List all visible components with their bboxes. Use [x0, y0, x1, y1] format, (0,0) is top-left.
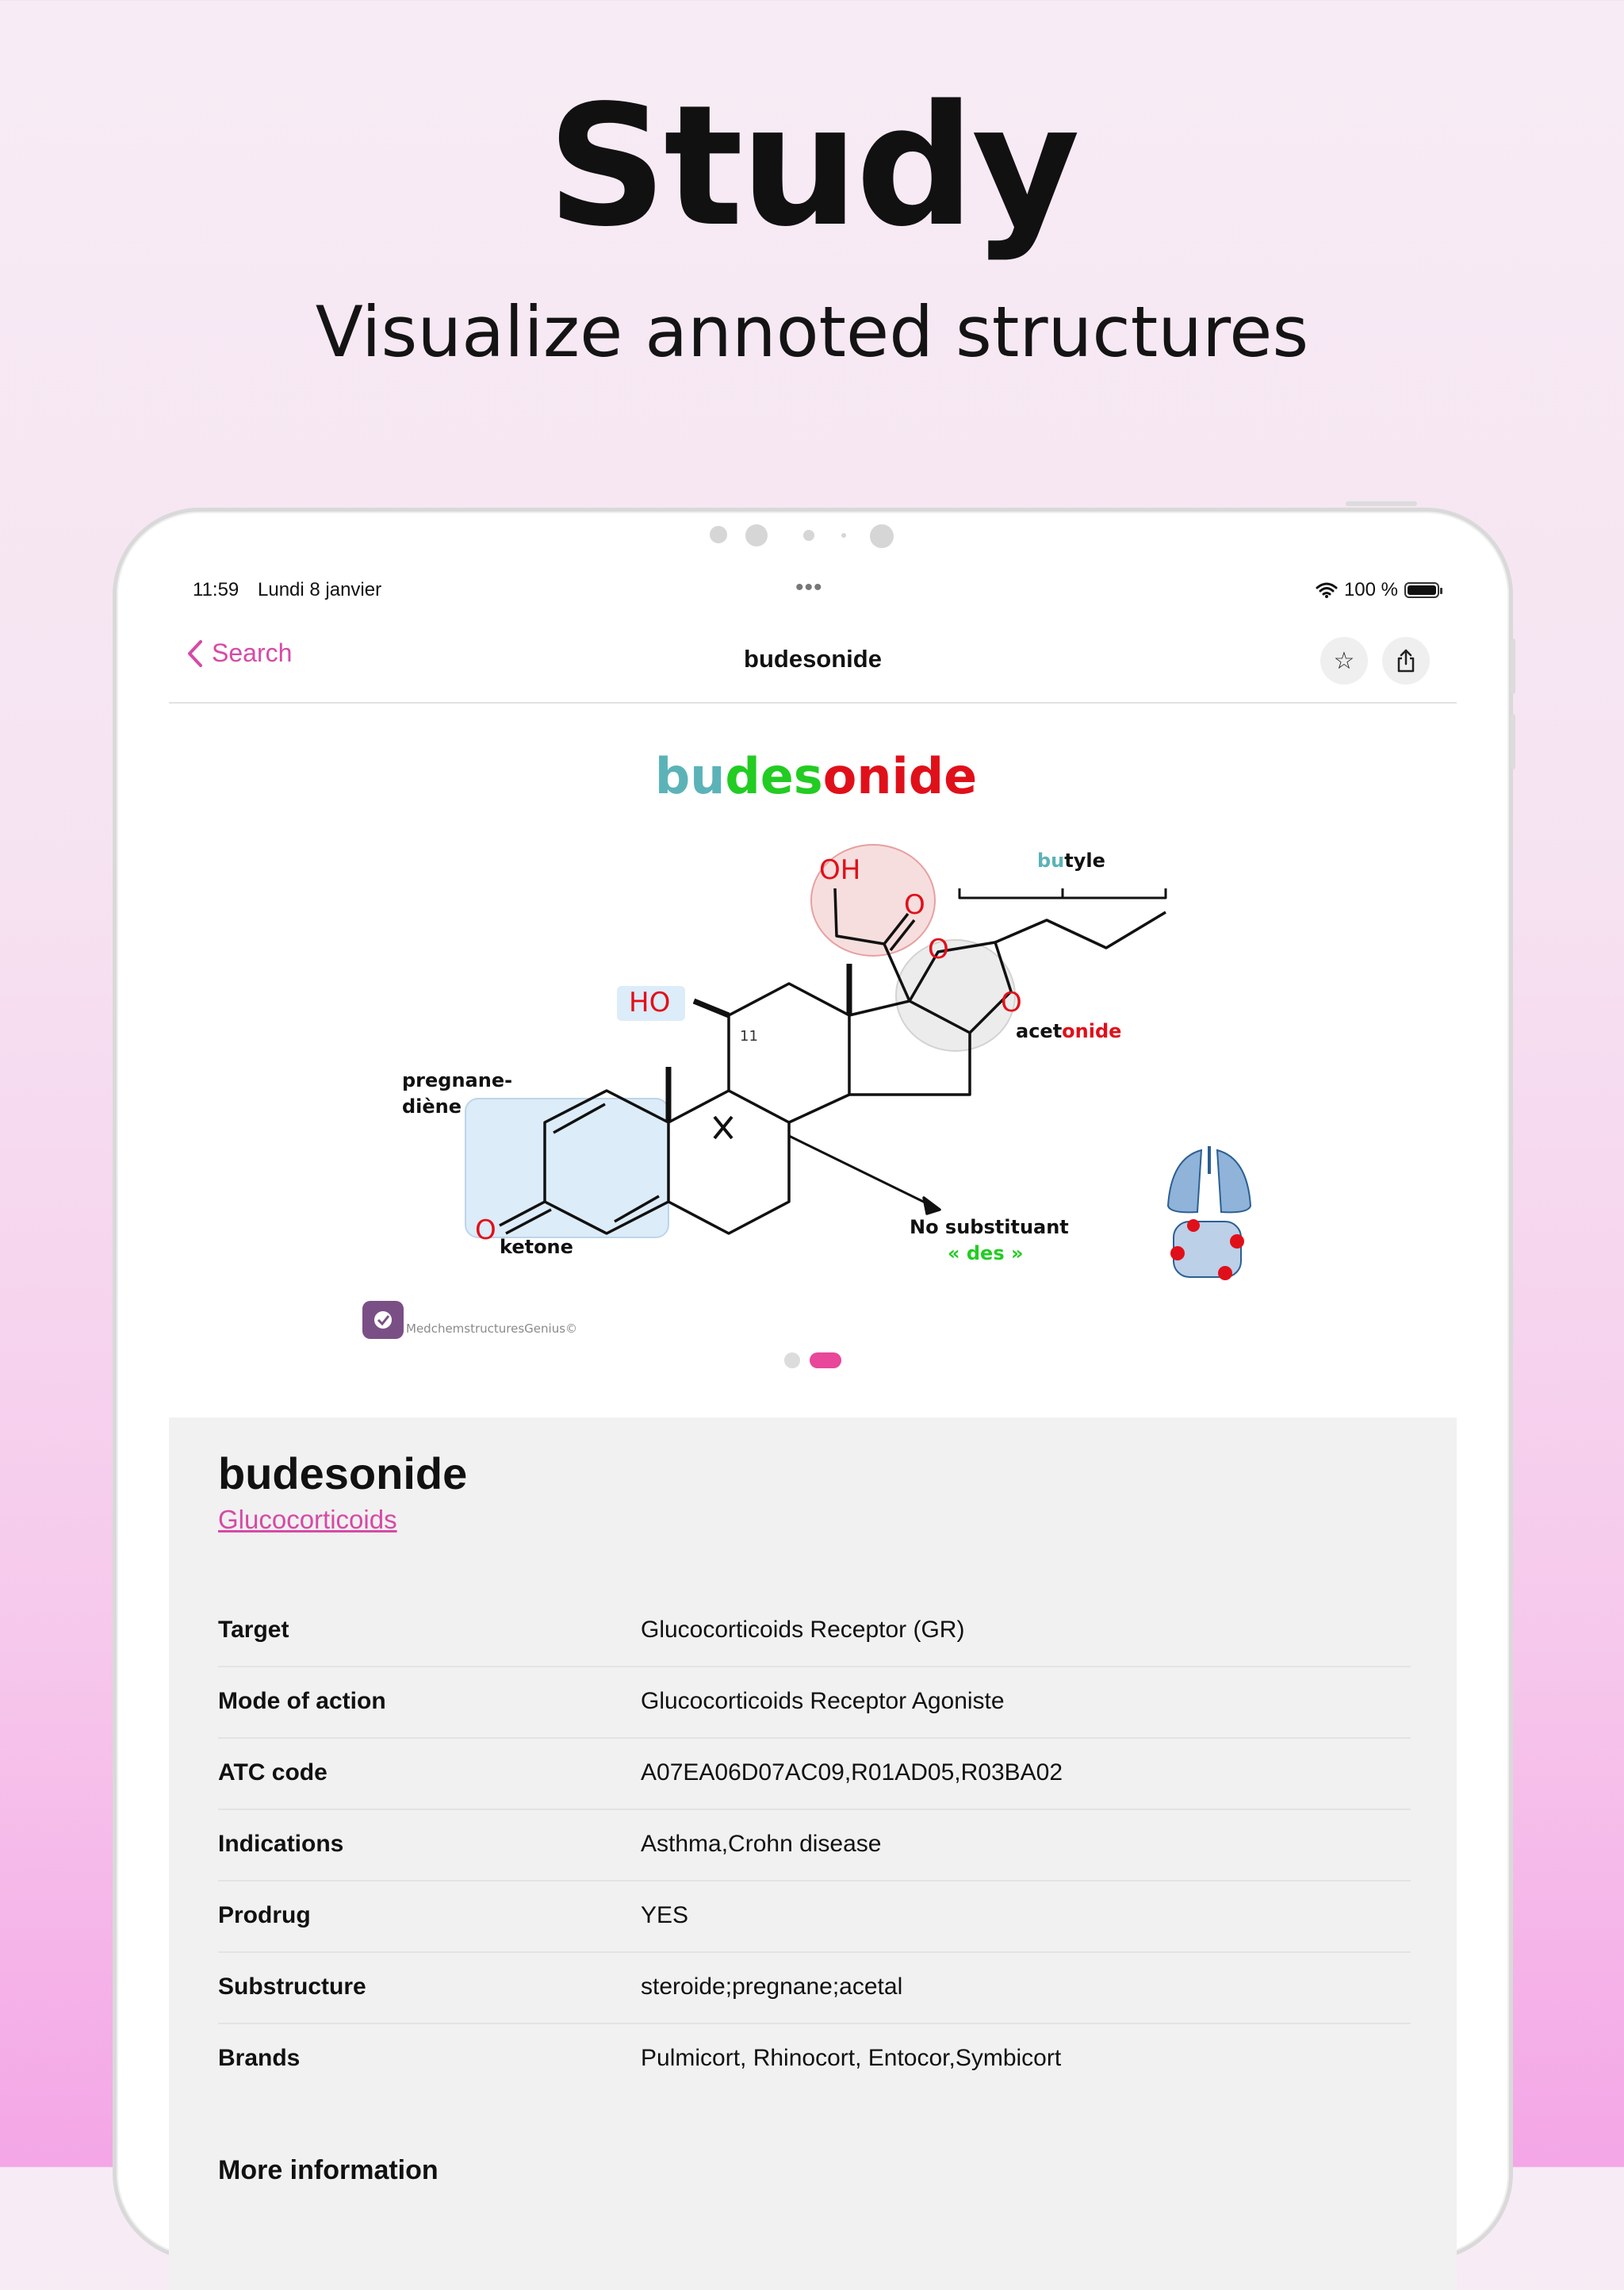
table-row: [218, 1596, 1411, 1667]
share-button[interactable]: [1382, 637, 1430, 685]
row-key: ATC code: [218, 1759, 327, 1786]
no-substituant-label: No substituant: [910, 1216, 1069, 1238]
row-key: Prodrug: [218, 1902, 311, 1928]
tablet-frame: [113, 508, 1513, 2261]
butyle-part-bu: bu: [1037, 850, 1065, 872]
table-row: [218, 1739, 1411, 1810]
lungs-icon: [1168, 1146, 1251, 1212]
status-time: 11:59: [193, 579, 239, 600]
row-value: Asthma,Crohn disease: [641, 1831, 882, 1857]
row-value: Glucocorticoids Receptor (GR): [641, 1617, 965, 1643]
volume-up-button: [1511, 639, 1515, 694]
app-logo-icon: [362, 1301, 404, 1339]
favorite-button[interactable]: [1320, 637, 1368, 685]
acetal-o2-label: O: [1001, 987, 1022, 1018]
pregnane-label-1: pregnane-: [402, 1069, 513, 1091]
row-key: Target: [218, 1617, 289, 1643]
row-value: A07EA06D07AC09,R01AD05,R03BA02: [641, 1759, 1063, 1786]
acetonide-label: [1016, 1020, 1121, 1042]
intestine-icon: [1170, 1219, 1244, 1280]
row-key: Indications: [218, 1831, 344, 1857]
pregnane-label-2: diène: [402, 1095, 462, 1118]
position-11-label: 11: [740, 1028, 758, 1045]
ketone-o-label: O: [475, 1214, 496, 1246]
subheadline: Visualize annoted structures: [315, 291, 1309, 373]
butyle-label: [1037, 850, 1105, 872]
nav-title: budesonide: [744, 645, 882, 673]
status-date: Lundi 8 janvier: [258, 579, 382, 600]
des-label: « des »: [948, 1242, 1024, 1264]
carbonyl-o-label: O: [904, 889, 925, 921]
volume-down-button: [1511, 714, 1515, 769]
table-row: [218, 1881, 1411, 1953]
structure-image[interactable]: [169, 706, 1457, 1336]
title-part-des: des: [725, 747, 823, 805]
multitasking-dots-icon[interactable]: •••: [795, 574, 823, 600]
battery-icon: [1404, 582, 1439, 598]
butyle-part-tyle: tyle: [1064, 850, 1105, 872]
title-part-onide: onide: [822, 747, 978, 805]
share-icon: [1396, 649, 1416, 673]
drug-info-panel: [169, 1417, 1457, 2290]
drug-name: budesonide: [218, 1448, 468, 1498]
row-key: Brands: [218, 2045, 301, 2071]
status-bar: [169, 574, 1457, 611]
row-value: steroide;pregnane;acetal: [641, 1974, 903, 2000]
oh-label: OH: [819, 854, 861, 886]
back-label: Search: [212, 639, 293, 667]
table-row: [218, 1810, 1411, 1881]
page-dot-2-active[interactable]: [810, 1352, 841, 1368]
drug-properties-table: [218, 1596, 1411, 2094]
more-information-heading[interactable]: More information: [218, 2155, 439, 2185]
table-row: [218, 1953, 1411, 2024]
carousel-page-indicator[interactable]: [169, 1352, 1457, 1368]
watermark-text: MedchemstructuresGenius©: [406, 1321, 578, 1336]
app-screen: [169, 535, 1457, 2280]
structure-title: [655, 747, 977, 805]
acetonide-part-onide: onide: [1062, 1020, 1122, 1042]
table-row: [218, 2024, 1411, 2094]
headline: Study: [546, 69, 1078, 263]
row-value: YES: [641, 1902, 689, 1928]
row-value: Pulmicort, Rhinocort, Entocor,Symbicort: [641, 2045, 1062, 2071]
row-key: Mode of action: [218, 1688, 386, 1714]
wifi-icon: [1316, 581, 1338, 599]
row-key: Substructure: [218, 1974, 366, 2000]
star-icon: ☆: [1333, 647, 1355, 674]
nav-bar: [169, 615, 1457, 704]
top-button: [1346, 501, 1417, 506]
acetonide-part-acet: acet: [1016, 1020, 1063, 1042]
table-row: [218, 1667, 1411, 1739]
ho-label: HO: [629, 987, 671, 1018]
page-dot-1[interactable]: [784, 1352, 800, 1368]
battery-percent: 100 %: [1343, 579, 1398, 600]
status-right: [1316, 579, 1439, 601]
drug-class-link[interactable]: Glucocorticoids: [218, 1505, 397, 1534]
ketone-label: ketone: [500, 1236, 573, 1258]
acetal-o1-label: O: [928, 934, 949, 965]
title-part-bu: bu: [654, 747, 726, 805]
row-value: Glucocorticoids Receptor Agoniste: [641, 1688, 1005, 1714]
